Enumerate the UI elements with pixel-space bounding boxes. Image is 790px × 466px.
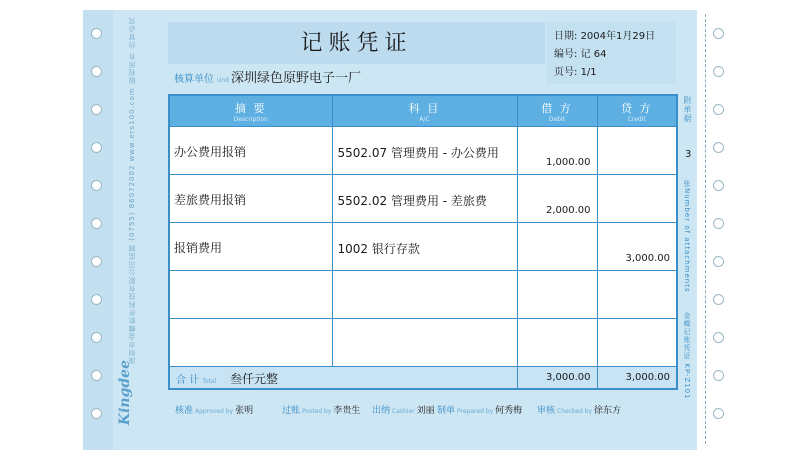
debit-cell [517, 319, 597, 367]
signature-cashier: 出纳 Cashier 刘丽 [372, 406, 435, 416]
unit-label [174, 70, 229, 85]
attachments-label: 附单据 [683, 96, 692, 123]
feed-hole [713, 408, 724, 419]
unit-name: 深圳绿色原野电子一厂 [231, 71, 362, 86]
feed-hole [91, 370, 102, 381]
unit-label-cn: 核算单位 [174, 74, 214, 85]
column-header-account: 科 目 A/C [332, 95, 517, 127]
feed-hole [713, 66, 724, 77]
feed-hole [713, 294, 724, 305]
attachments-count: 3 [685, 149, 692, 160]
page-line [554, 63, 597, 78]
column-header-description: 摘 要 Description [169, 95, 332, 127]
credit-cell [597, 175, 677, 223]
attachments-caption: 张Number of attachments [683, 180, 691, 293]
feed-hole [91, 408, 102, 419]
description-cell [169, 319, 332, 367]
kingdee-logo: Kingdee [117, 360, 133, 426]
table-row [169, 319, 677, 367]
feed-hole [91, 218, 102, 229]
voucher-title: 记账凭证 [300, 31, 413, 56]
table-row [169, 175, 677, 223]
account-cell [332, 271, 517, 319]
table-row [169, 223, 677, 271]
feed-hole [91, 66, 102, 77]
date-value: 2004年1月29日 [580, 31, 656, 42]
unit-label-en: Unit [217, 77, 230, 84]
page-label: 页号: [554, 67, 578, 78]
voucher-info [546, 22, 676, 84]
account-cell: 5502.02 管理费用 - 差旅费 [332, 175, 517, 223]
feed-hole [91, 180, 102, 191]
description-cell [169, 271, 332, 319]
description-cell: 差旅费用报销 [169, 175, 332, 223]
feed-hole [91, 28, 102, 39]
table-header [169, 95, 677, 127]
debit-cell: 1,000.00 [517, 127, 597, 175]
description-cell: 报销费用 [169, 223, 332, 271]
credit-cell [597, 319, 677, 367]
debit-cell [517, 223, 597, 271]
signature-checked: 审核 Checked by 徐东方 [537, 406, 622, 416]
column-header-debit: 借 方 Debit [517, 95, 597, 127]
feed-hole [713, 256, 724, 267]
feed-hole [713, 218, 724, 229]
left-margin-text: 深圳市金蝶软件科技有限公司监制 (0755) 86072002 www.ers100.com 版权所有 仿冒必究 [128, 16, 136, 364]
number-line [554, 45, 606, 60]
feed-hole [91, 256, 102, 267]
total-in-words: 叁仟元整 [230, 372, 279, 386]
description-cell: 办公费用报销 [169, 127, 332, 175]
feed-hole [713, 104, 724, 115]
feed-hole [91, 294, 102, 305]
credit-cell [597, 127, 677, 175]
date-label: 日期: [554, 31, 578, 42]
debit-cell [517, 271, 597, 319]
feed-hole [713, 370, 724, 381]
title-box [168, 22, 545, 64]
feed-hole [713, 180, 724, 191]
signature-prepared: 制单 Prepared by 何秀梅 [437, 406, 523, 416]
credit-cell: 3,000.00 [597, 223, 677, 271]
debit-cell: 2,000.00 [517, 175, 597, 223]
account-cell [332, 319, 517, 367]
form-code: 金蝶记账凭证 KP-Z101 [683, 312, 691, 400]
feed-hole [91, 104, 102, 115]
feed-hole [91, 332, 102, 343]
total-label: 合 计 Total [176, 375, 217, 386]
signature-posted: 过账 Posted by 李贵生 [282, 406, 361, 416]
feed-hole [91, 142, 102, 153]
feed-hole [713, 28, 724, 39]
feed-hole [713, 142, 724, 153]
table-row [169, 127, 677, 175]
total-credit-cell: 3,000.00 [597, 367, 677, 390]
account-cell: 1002 银行存款 [332, 223, 517, 271]
total-words-cell [169, 367, 517, 390]
number-label: 编号: [554, 49, 578, 60]
date-line [554, 27, 655, 42]
credit-cell [597, 271, 677, 319]
signature-approved: 核准 Approved by 张明 [175, 406, 254, 416]
total-row [169, 367, 677, 390]
voucher-table [168, 94, 678, 390]
total-debit-cell: 3,000.00 [517, 367, 597, 390]
feed-hole [713, 332, 724, 343]
account-cell: 5502.07 管理费用 - 办公费用 [332, 127, 517, 175]
perforation-line [705, 14, 706, 444]
column-header-credit: 贷 方 Credit [597, 95, 677, 127]
number-value: 记 64 [580, 49, 607, 60]
table-row [169, 271, 677, 319]
page-value: 1/1 [580, 67, 597, 78]
right-tractor-strip [697, 10, 727, 450]
